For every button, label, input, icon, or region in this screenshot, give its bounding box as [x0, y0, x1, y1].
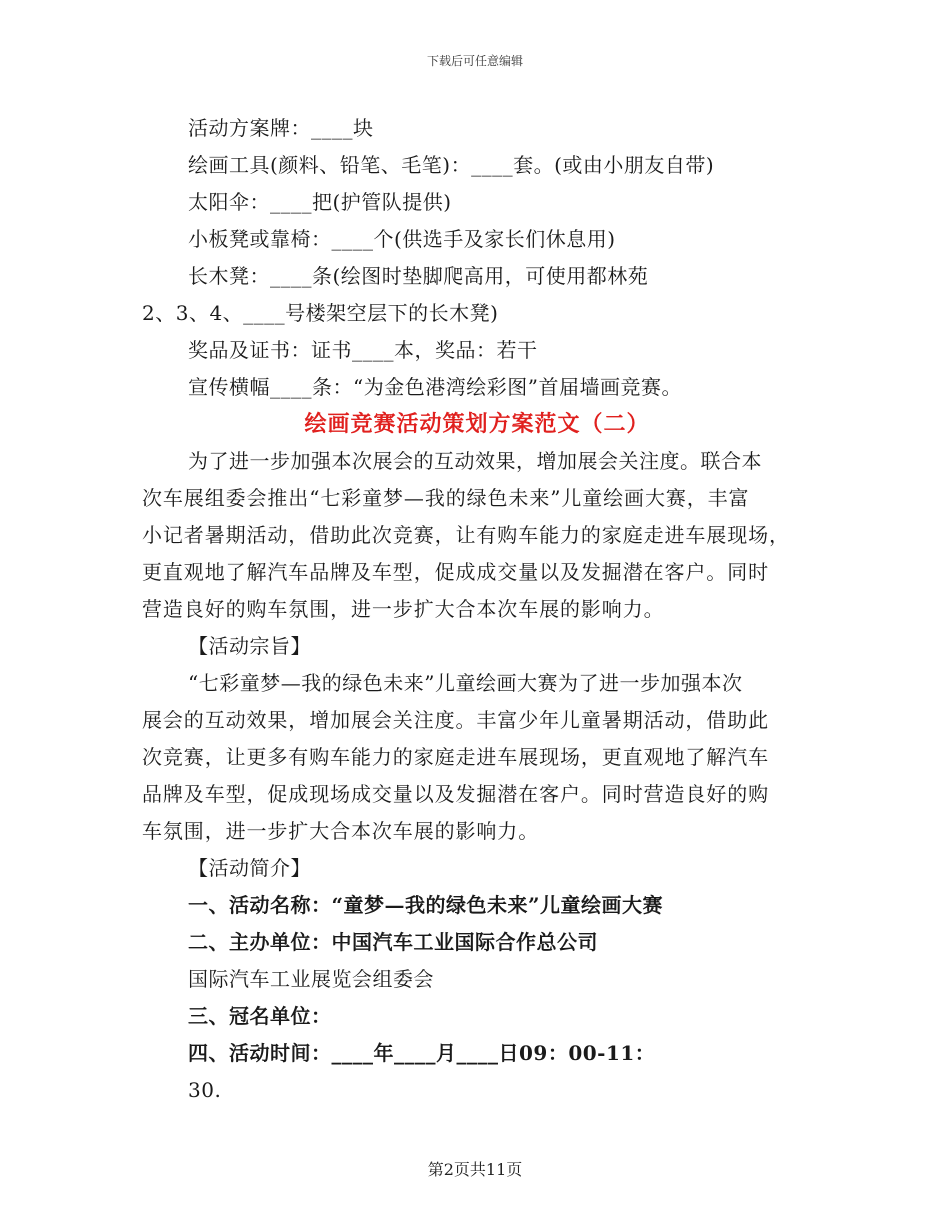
page-footer: 第2页共11页: [427, 1160, 523, 1179]
paragraph-line: “七彩童梦—我的绿色未来”儿童绘画大赛为了进一步加强本次: [188, 671, 743, 695]
text-line: 长木凳：____条(绘图时垫脚爬高用，可使用都林苑: [188, 264, 649, 288]
activity-time-cont: 30.: [188, 1078, 222, 1102]
page-header: 下载后可任意编辑: [426, 54, 523, 68]
text-line: 太阳伞：____把(护管队提供): [188, 190, 452, 214]
paragraph-line: 营造良好的购车氛围，进一步扩大合本次车展的影响力。: [142, 597, 665, 621]
paragraph-line: 更直观地了解汽车品牌及车型，促成成交量以及发掘潜在客户。同时: [142, 560, 769, 584]
text-line: 宣传横幅____条：“为金色港湾绘彩图”首届墙画竞赛。: [188, 375, 682, 399]
paragraph-line: 展会的互动效果，增加展会关注度。丰富少年儿童暑期活动，借助此: [142, 708, 769, 732]
text-line: 小板凳或靠椅：____个(供选手及家长们休息用): [188, 227, 616, 251]
section-title: 绘画竞赛活动策划方案范文（二）: [304, 411, 650, 437]
paragraph-line: 车氛围，进一步扩大合本次车展的影响力。: [142, 819, 540, 843]
activity-time: 四、活动时间：____年____月____日09：00-11：: [188, 1041, 656, 1065]
subheading-purpose: 【活动宗旨】: [188, 634, 311, 658]
text-line: 活动方案牌：____块: [188, 116, 374, 140]
paragraph-line: 次竞赛，让更多有购车能力的家庭走进车展现场，更直观地了解汽车: [142, 745, 769, 769]
paragraph-line: 为了进一步加强本次展会的互动效果，增加展会关注度。联合本: [188, 449, 762, 473]
text-line: 绘画工具(颜料、铅笔、毛笔)：____套。(或由小朋友自带): [188, 153, 715, 177]
organizer-committee: 国际汽车工业展览会组委会: [188, 967, 434, 991]
paragraph-line: 次车展组委会推出“七彩童梦—我的绿色未来”儿童绘画大赛，丰富: [142, 486, 750, 510]
document-body: [142, 110, 812, 1109]
text-line: 2、3、4、____号楼架空层下的长木凳): [142, 301, 499, 325]
paragraph-line: 品牌及车型，促成现场成交量以及发掘潜在客户。同时营造良好的购: [142, 782, 769, 806]
text-line: 奖品及证书：证书____本，奖品：若干: [188, 338, 538, 362]
activity-name: 一、活动名称：“童梦—我的绿色未来”儿童绘画大赛: [188, 893, 664, 917]
subheading-intro: 【活动简介】: [188, 856, 311, 880]
title-sponsor: 三、冠名单位：: [188, 1004, 332, 1028]
paragraph-line: 小记者暑期活动，借助此次竞赛，让有购车能力的家庭走进车展现场，: [142, 523, 790, 547]
organizer: 二、主办单位：中国汽车工业国际合作总公司: [188, 930, 598, 954]
